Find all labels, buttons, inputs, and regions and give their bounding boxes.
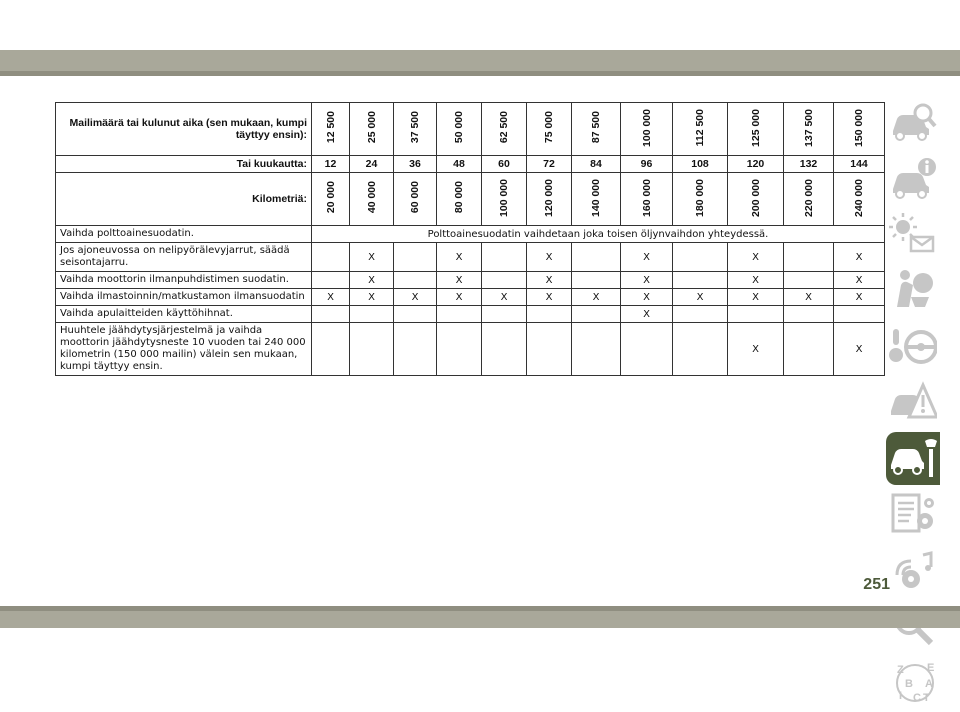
schedule-mark: X xyxy=(621,306,673,323)
schedule-row xyxy=(56,272,885,289)
km-value: 80 000 xyxy=(453,181,465,214)
mileage-value: 12 500 xyxy=(324,111,337,144)
km-value: 40 000 xyxy=(365,181,378,214)
km-cell xyxy=(834,173,885,226)
schedule-mark: X xyxy=(621,243,673,272)
schedule-mark xyxy=(572,243,621,272)
schedule-mark xyxy=(673,272,728,289)
mileage-cell xyxy=(834,103,885,156)
mileage-cell xyxy=(784,103,834,156)
km-cell xyxy=(527,173,572,226)
footer-band xyxy=(0,606,960,628)
schedule-mark: X xyxy=(437,272,482,289)
km-cell xyxy=(482,173,527,226)
schedule-mark: X xyxy=(437,243,482,272)
page-number: 251 xyxy=(863,576,890,593)
schedule-mark xyxy=(482,306,527,323)
mileage-cell xyxy=(394,103,437,156)
months-value: 84 xyxy=(572,156,621,173)
schedule-mark: X xyxy=(312,289,350,306)
schedule-mark: X xyxy=(527,289,572,306)
task-label: Vaihda ilmastoinnin/matkustamon ilmansuodatin xyxy=(56,289,312,306)
mileage-header-row xyxy=(56,103,885,156)
schedule-mark: X xyxy=(834,289,885,306)
schedule-mark: X xyxy=(673,289,728,306)
schedule-mark xyxy=(673,323,728,376)
mileage-value: 100 000 xyxy=(640,108,653,147)
schedule-mark xyxy=(394,306,437,323)
tab-steering[interactable] xyxy=(886,320,940,373)
index-letter: I xyxy=(899,690,903,702)
months-value: 60 xyxy=(482,156,527,173)
months-value: 108 xyxy=(673,156,728,173)
schedule-mark xyxy=(784,323,834,376)
mileage-value: 75 000 xyxy=(543,111,555,144)
schedule-mark xyxy=(437,306,482,323)
km-cell xyxy=(350,173,394,226)
schedule-mark xyxy=(350,306,394,323)
index-letter: C xyxy=(913,692,921,704)
schedule-mark: X xyxy=(834,243,885,272)
schedule-mark: X xyxy=(728,272,784,289)
header-band xyxy=(0,50,960,76)
index-letter: T xyxy=(923,692,930,704)
task-label: Jos ajoneuvossa on nelipyörälevyjarrut, säädä seisontajarru. xyxy=(56,243,312,272)
schedule-mark: X xyxy=(527,243,572,272)
mileage-cell xyxy=(572,103,621,156)
schedule-mark xyxy=(312,323,350,376)
mileage-value: 112 500 xyxy=(694,108,706,147)
schedule-row xyxy=(56,226,885,243)
index-letter: Z xyxy=(897,664,904,676)
months-value: 48 xyxy=(437,156,482,173)
multimedia-icon xyxy=(889,547,937,593)
car-wrench-icon xyxy=(889,435,937,481)
mileage-value: 150 000 xyxy=(853,108,865,147)
mileage-cell xyxy=(482,103,527,156)
tab-car-info[interactable] xyxy=(886,152,940,205)
km-cell xyxy=(312,173,350,226)
months-value: 144 xyxy=(834,156,885,173)
schedule-mark xyxy=(394,272,437,289)
task-label: Huuhtele jäähdytysjärjestelmä ja vaihda moottorin jäähdytysneste 10 vuoden tai 240 000 kilometrin (150 000 mailin) välein sen mukaan, kumpi täyttyy ensin. xyxy=(56,323,312,376)
tab-car-search[interactable] xyxy=(886,96,940,149)
km-cell xyxy=(572,173,621,226)
tab-multimedia[interactable] xyxy=(886,544,940,597)
schedule-mark: X xyxy=(728,323,784,376)
alphabet-index-icon xyxy=(889,659,937,705)
index-letter: E xyxy=(927,662,935,674)
months-value: 36 xyxy=(394,156,437,173)
schedule-mark: X xyxy=(527,272,572,289)
months-value: 24 xyxy=(350,156,394,173)
schedule-row xyxy=(56,243,885,272)
schedule-mark xyxy=(437,323,482,376)
task-label: Vaihda moottorin ilmanpuhdistimen suodatin. xyxy=(56,272,312,289)
schedule-mark: X xyxy=(350,243,394,272)
tab-airbag[interactable] xyxy=(886,264,940,317)
schedule-mark: X xyxy=(728,243,784,272)
months-value: 96 xyxy=(621,156,673,173)
km-value: 20 000 xyxy=(324,181,337,214)
schedule-mark xyxy=(482,323,527,376)
schedule-mark xyxy=(482,243,527,272)
schedule-row xyxy=(56,289,885,306)
mileage-cell xyxy=(673,103,728,156)
km-value: 180 000 xyxy=(694,178,706,217)
mileage-cell xyxy=(312,103,350,156)
schedule-row xyxy=(56,306,885,323)
schedule-mark xyxy=(621,323,673,376)
months-value: 72 xyxy=(527,156,572,173)
km-value: 120 000 xyxy=(543,178,555,217)
schedule-mark: X xyxy=(621,289,673,306)
km-value: 100 000 xyxy=(498,178,510,217)
tab-specifications[interactable] xyxy=(886,488,940,541)
mileage-label: Mailimäärä tai kulunut aika (sen mukaan, kumpi täyttyy ensin): xyxy=(56,103,312,156)
mileage-value: 137 500 xyxy=(802,108,815,147)
task-label: Vaihda apulaitteiden käyttöhihnat. xyxy=(56,306,312,323)
schedule-mark xyxy=(527,323,572,376)
tab-alphabetical-index[interactable] xyxy=(886,656,940,709)
mileage-value: 62 500 xyxy=(498,111,510,144)
schedule-mark: X xyxy=(834,272,885,289)
months-value: 132 xyxy=(784,156,834,173)
schedule-mark xyxy=(673,243,728,272)
maintenance-schedule-table xyxy=(55,102,885,376)
schedule-mark: X xyxy=(834,323,885,376)
schedule-mark xyxy=(784,272,834,289)
warning-light-icon xyxy=(889,211,937,257)
schedule-mark xyxy=(350,323,394,376)
months-value: 12 xyxy=(312,156,350,173)
schedule-mark: X xyxy=(350,289,394,306)
km-value: 160 000 xyxy=(640,178,653,217)
steering-wheel-icon xyxy=(889,323,937,369)
mileage-cell xyxy=(437,103,482,156)
spec-list-gear-icon xyxy=(889,491,937,537)
mileage-value: 25 000 xyxy=(365,111,378,144)
mileage-value: 37 500 xyxy=(409,111,421,144)
mileage-cell xyxy=(527,103,572,156)
mileage-cell xyxy=(621,103,673,156)
schedule-mark xyxy=(784,243,834,272)
schedule-mark xyxy=(728,306,784,323)
car-info-icon xyxy=(889,155,937,201)
schedule-mark: X xyxy=(728,289,784,306)
schedule-mark: X xyxy=(394,289,437,306)
schedule-mark xyxy=(572,272,621,289)
schedule-mark xyxy=(312,243,350,272)
schedule-mark xyxy=(527,306,572,323)
mileage-cell xyxy=(728,103,784,156)
schedule-mark xyxy=(572,306,621,323)
km-value: 220 000 xyxy=(802,178,815,217)
months-label: Tai kuukautta: xyxy=(56,156,312,173)
km-cell xyxy=(673,173,728,226)
km-value: 240 000 xyxy=(853,178,865,217)
mileage-value: 87 500 xyxy=(590,111,602,144)
tab-maintenance[interactable] xyxy=(886,432,940,485)
km-cell xyxy=(621,173,673,226)
schedule-mark xyxy=(394,243,437,272)
schedule-mark xyxy=(784,306,834,323)
schedule-mark xyxy=(572,323,621,376)
schedule-mark xyxy=(312,306,350,323)
schedule-mark: X xyxy=(784,289,834,306)
mileage-value: 125 000 xyxy=(749,108,762,147)
schedule-mark: X xyxy=(621,272,673,289)
schedule-mark: X xyxy=(482,289,527,306)
schedule-mark xyxy=(834,306,885,323)
schedule-mark xyxy=(673,306,728,323)
schedule-mark xyxy=(312,272,350,289)
index-letter: B xyxy=(905,678,913,690)
car-warning-triangle-icon xyxy=(889,379,937,425)
km-value: 140 000 xyxy=(590,178,602,217)
km-value: 200 000 xyxy=(749,178,762,217)
km-cell xyxy=(728,173,784,226)
schedule-mark: X xyxy=(350,272,394,289)
schedule-mark: X xyxy=(437,289,482,306)
tab-warning-lights[interactable] xyxy=(886,208,940,261)
index-letter: A xyxy=(925,678,933,690)
tab-emergency[interactable] xyxy=(886,376,940,429)
km-cell xyxy=(394,173,437,226)
schedule-row xyxy=(56,323,885,376)
schedule-mark xyxy=(482,272,527,289)
schedule-mark xyxy=(394,323,437,376)
km-header-row xyxy=(56,173,885,226)
schedule-mark: X xyxy=(572,289,621,306)
car-search-icon xyxy=(889,99,937,145)
km-cell xyxy=(437,173,482,226)
km-label: Kilometriä: xyxy=(56,173,312,226)
mileage-cell xyxy=(350,103,394,156)
km-cell xyxy=(784,173,834,226)
mileage-value: 50 000 xyxy=(453,111,465,144)
months-value: 120 xyxy=(728,156,784,173)
merged-note: Polttoainesuodatin vaihdetaan joka toisen öljynvaihdon yhteydessä. xyxy=(312,226,885,243)
km-value: 60 000 xyxy=(409,181,421,214)
months-header-row xyxy=(56,156,885,173)
task-label: Vaihda polttoainesuodatin. xyxy=(56,226,312,243)
airbag-icon xyxy=(889,267,937,313)
